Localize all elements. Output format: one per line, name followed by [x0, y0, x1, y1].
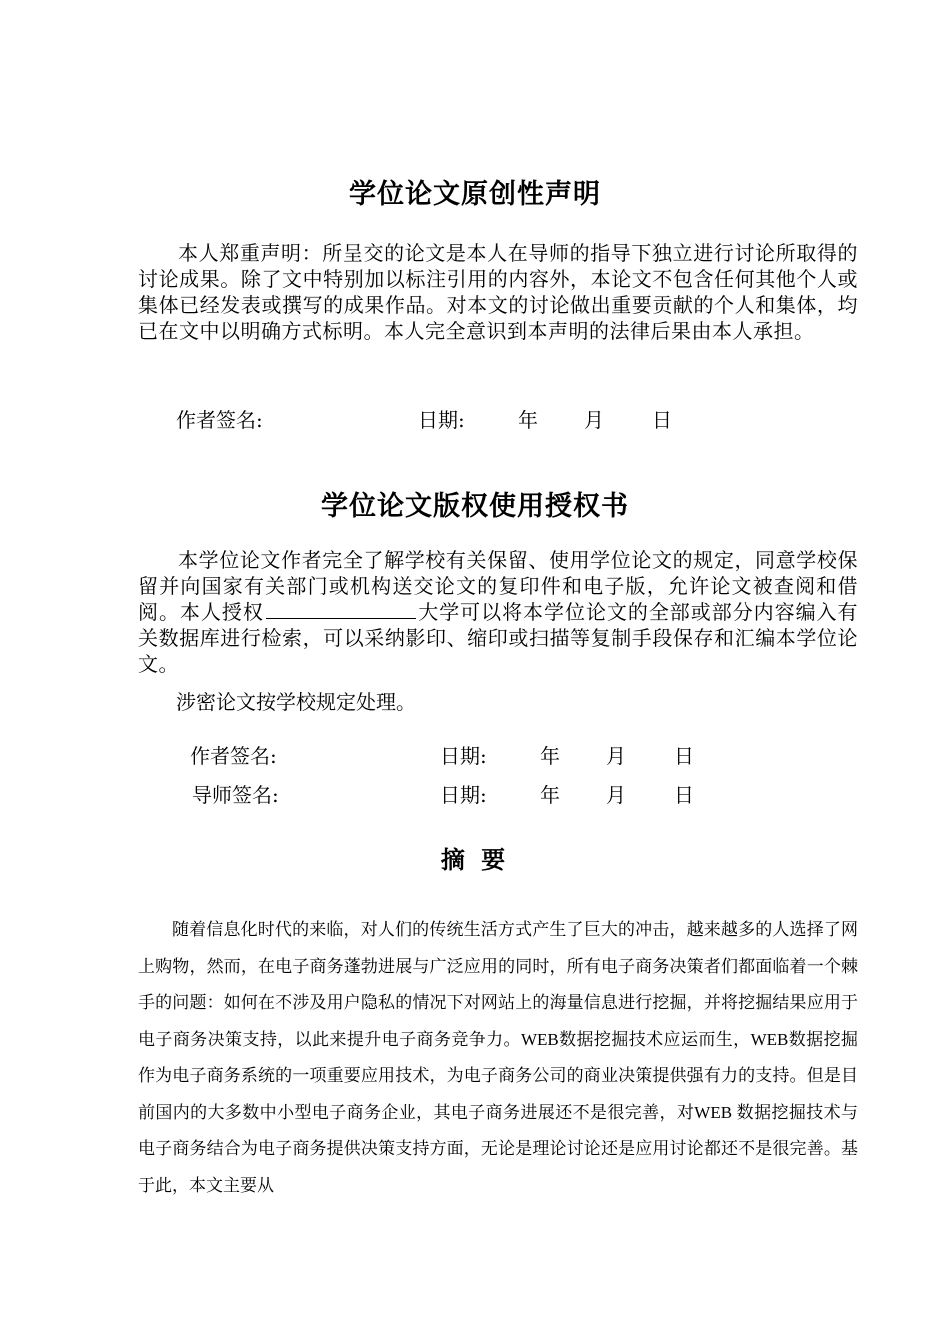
- copyright-day-1: 日: [674, 744, 694, 768]
- copyright-year-1: 年: [540, 744, 560, 768]
- copyright-month-2: 月: [606, 783, 626, 807]
- secret-note: 涉密论文按学校规定处理。: [176, 690, 416, 714]
- originality-month: 月: [584, 408, 604, 432]
- copyright-date-label-1: 日期:: [440, 744, 487, 768]
- university-blank-line: [266, 600, 416, 619]
- copyright-year-2: 年: [540, 783, 560, 807]
- copyright-date-label-2: 日期:: [440, 783, 487, 807]
- copyright-author-label: 作者签名:: [190, 744, 277, 768]
- advisor-label: 导师签名:: [192, 783, 279, 807]
- copyright-body-after: 大学可以将本学位论文的全部或部分内容编入有关数据库进行检索，可以采纳影印、缩印或扫描等复制手段保存和汇编本学位论文。: [138, 600, 859, 676]
- originality-title: 学位论文原创性声明: [349, 179, 601, 210]
- originality-year: 年: [518, 408, 538, 432]
- originality-author-label: 作者签名:: [176, 408, 263, 432]
- copyright-body: [138, 547, 858, 677]
- copyright-day-2: 日: [674, 783, 694, 807]
- originality-body: 本人郑重声明：所呈交的论文是本人在导师的指导下独立进行讨论所取得的讨论成果。除了文中特别加以标注引用的内容外，本论文不包含任何其他个人或集体已经发表或撰写的成果作品。对本文的讨论做出重要贡献的个人和集体，均已在文中以明确方式标明。本人完全意识到本声明的法律后果由本人承担。: [138, 241, 858, 343]
- copyright-body-before: 本学位论文作者完全了解学校有关保留、使用学位论文的规定，同意学校保留并向国家有关部门或机构送交论文的复印件和电子版，允许论文被查阅和借阅。本人授权: [138, 548, 858, 624]
- abstract-body: 随着信息化时代的来临，对人们的传统生活方式产生了巨大的冲击，越来越多的人选择了网上购物，然而，在电子商务蓬勃进展与广泛应用的同时，所有电子商务决策者们都面临着一个棘手的问题：如何在不涉及用户隐私的情况下对网站上的海量信息进行挖掘，并将挖掘结果应用于电子商务决策支持，以此来提升电子商务竞争力。WEB数据挖掘技术应运而生，WEB数据挖掘作为电子商务系统的一项重要应用技术，为电子商务公司的商业决策提供强有力的支持。但是目前国内的大多数中小型电子商务企业，其电子商务进展还不是很完善，对WEB 数据挖掘技术与电子商务结合为电子商务提供决策支持方面，无论是理论讨论还是应用讨论都还不是很完善。基于此，本文主要从: [138, 920, 858, 1195]
- abstract-title: 摘 要: [440, 846, 510, 874]
- copyright-month-1: 月: [606, 744, 626, 768]
- originality-day: 日: [652, 408, 672, 432]
- copyright-title: 学位论文版权使用授权书: [321, 491, 629, 522]
- originality-date-label: 日期:: [418, 408, 465, 432]
